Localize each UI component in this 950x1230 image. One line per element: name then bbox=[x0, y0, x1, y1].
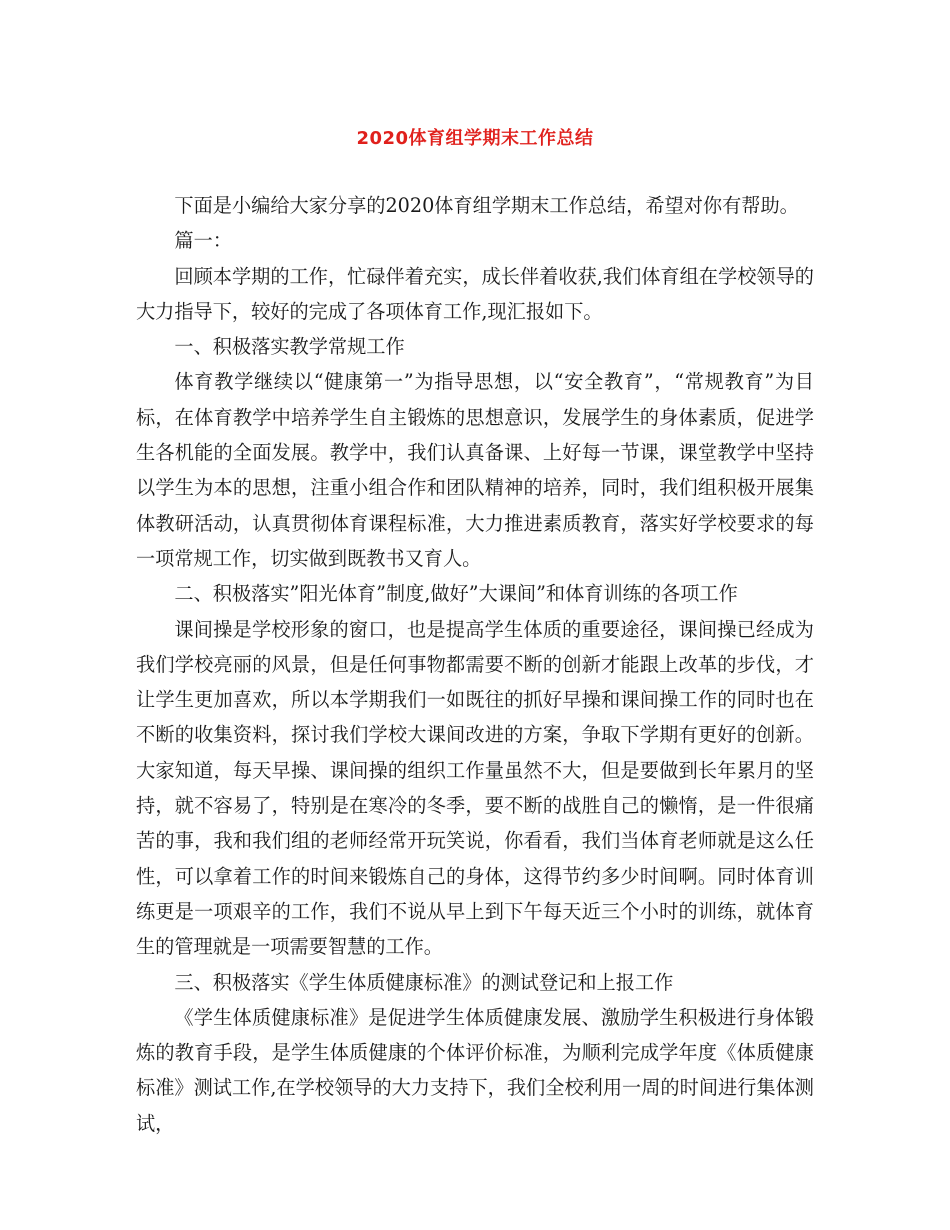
paragraph-teaching: 体育教学继续以“健康第一”为指导思想，以“安全教育”，“常规教育”为目标，在体育教学中培养学生自主锻炼的思想意识，发展学生的身体素质，促进学生各机能的全面发展。教学中，我们认真备课、上好每一节课，课堂教学中坚持以学生为本的思想，注重小组合作和团队精神的培养，同时，我们组积极开展集体教研活动，认真贯彻体育课程标准，大力推进素质教育，落实好学校要求的每一项常规工作，切实做到既教书又育人。 bbox=[136, 370, 814, 570]
paragraph-exercise: 课间操是学校形象的窗口，也是提高学生体质的重要途径，课间操已经成为我们学校亮丽的风景，但是任何事物都需要不断的创新才能跟上改革的步伐，才让学生更加喜欢，所以本学期我们一如既往的抓好早操和课间操工作的同时也在不断的收集资料，探讨我们学校大课间改进的方案，争取下学期有更好的创新。大家知道，每天早操、课间操的组织工作量虽然不大，但是要做到长年累月的坚持，就不容易了，特别是在寒冷的冬季，要不断的战胜自己的懒惰，是一件很痛苦的事，我和我们组的老师经常开玩笑说，你看看，我们当体育老师就是这么任性，可以拿着工作的时间来锻炼自己的身体，这得节约多少时间啊。同时体育训练更是一项艰辛的工作，我们不说从早上到下午每天近三个小时的训练，就体育生的管理就是一项需要智慧的工作。 bbox=[136, 617, 814, 959]
document-title: 2020体育组学期末工作总结 bbox=[356, 128, 594, 149]
paragraph-review: 回顾本学期的工作，忙碌伴着充实，成长伴着收获,我们体育组在学校领导的大力指导下，较好的完成了各项体育工作,现汇报如下。 bbox=[136, 264, 814, 323]
paragraph-intro: 下面是小编给大家分享的2020体育组学期末工作总结，希望对你有帮助。 bbox=[174, 194, 799, 217]
document-body bbox=[136, 188, 814, 1141]
section-heading-3: 三、积极落实《学生体质健康标准》的测试登记和上报工作 bbox=[174, 970, 674, 994]
section-heading-1: 一、积极落实教学常规工作 bbox=[174, 335, 405, 359]
paragraph-part-one-label: 篇一： bbox=[174, 229, 232, 253]
section-heading-2: 二、积极落实”阳光体育”制度,做好”大课间”和体育训练的各项工作 bbox=[174, 582, 738, 606]
paragraph-fitness-standard: 《学生体质健康标准》是促进学生体质健康发展、激励学生积极进行身体锻炼的教育手段，是学生体质健康的个体评价标准，为顺利完成学年度《体质健康标准》测试工作,在学校领导的大力支持下，我们全校利用一周的时间进行集体测试， bbox=[136, 1005, 814, 1135]
